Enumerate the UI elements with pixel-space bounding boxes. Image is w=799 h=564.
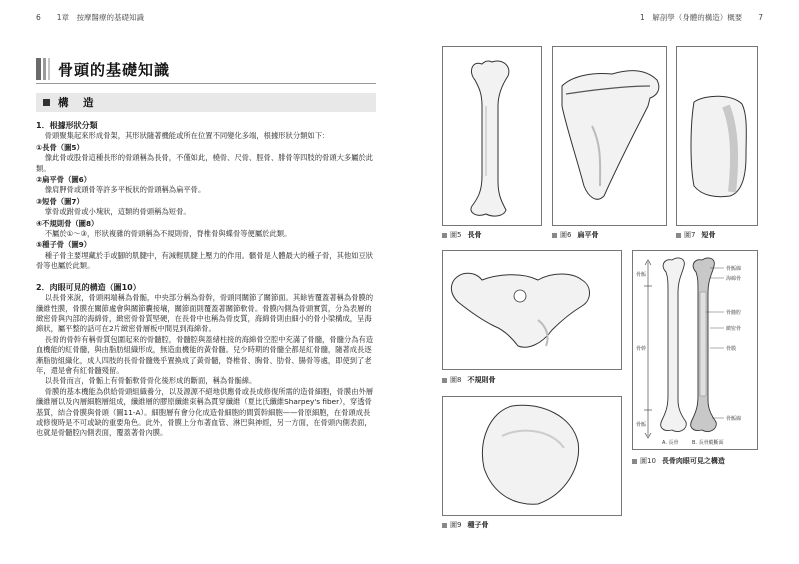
paragraph: 種子骨主要埋藏於手或腳的肌腱中，有減輕肌腱上壓力的作用。髕骨是人體最大的種子骨，其他如豆狀骨等也屬於此類。 [36, 250, 374, 271]
left-chapter-title: 1章 按摩醫療的基礎知識 [56, 13, 145, 22]
figure-caption-fig5: 圖5 長骨 [442, 230, 481, 240]
label-diaphysis: 骨幹 [636, 346, 647, 352]
item-heading-long-bone: ①長骨（圖5） [36, 142, 84, 152]
paragraph: 像此骨或股骨這種長形的骨頭稱為長骨，不僅如此，橈骨、尺骨、脛骨、腓骨等四肢的骨頭大多屬於此類。 [36, 153, 374, 173]
title-divider [36, 83, 376, 84]
label-epiphysis-bottom: 骨骺 [636, 422, 647, 428]
irregular-bone-figure [442, 250, 622, 370]
left-running-header [36, 12, 144, 23]
section-title: 骨頭的基礎知識 [58, 60, 171, 79]
flat-bone-figure [552, 46, 667, 226]
item-heading-sesamoid-bone: ⑤種子骨（圖9） [36, 240, 92, 250]
figure-caption-fig6: 圖6 扁平骨 [552, 230, 598, 240]
heading-visible-structure: 2．肉眼可見的構造（圖10） [36, 282, 141, 292]
paragraph: 骨膜的基本機能為供給骨頭組織養分，以及源源不絕地供應骨或長成修復所需的造骨細胞，骨膜由外層纖維層以及內層細胞層組成，纖維層的膠原纖維束稱為貫穿纖維（夏比氏纖維Sharpey's fiber），穿透骨基質，結合骨膜與骨頭（圖11-A）。細胞層有會分化成造骨細胞的間質幹細胞——骨原細胞，在骨頭成長或修復時是不可或缺的重要角色。此外，骨膜上分布著血管、淋巴與神經，另一方面，在骨頭內側表面，也就是骨髓腔內側表面，覆蓋著骨內膜。 [36, 386, 374, 438]
right-chapter-title: 1 解剖學（身體的構造）概要 [639, 13, 743, 22]
body-text [36, 118, 376, 439]
label-epiphyseal-line-top: 骨骺線 [726, 266, 742, 272]
heading-shape-classification: 1．根據形狀分類 [36, 121, 98, 130]
title-stripe [48, 58, 50, 80]
paragraph: 以長骨而言，骨骺上有骨骺軟骨骨化後形成的斷面，稱為骨骺線。 [44, 376, 257, 386]
right-running-header [640, 12, 763, 23]
short-bone-shape [691, 96, 746, 196]
label-epiphyseal-line-bottom: 骨骺線 [726, 416, 742, 422]
paragraph: 以長骨來說，骨頭兩端稱為骨骺，中央部分稱為骨幹，骨頭同關節了關節面。其餘皆覆蓋著稱為骨膜的纖維性膜，骨膜在關節處會與關節囊接壤，關節面則覆蓋著關節軟骨。骨膜內側為骨頭實質，分為表層的緻密骨與內部的海綿骨，緻密骨骨質堅硬，在長骨中也稱為骨皮質，海綿骨則由細小的骨小梁構成，呈海綿狀，屬平整的話可在2片緻密骨層板中間見到海綿骨。 [36, 293, 374, 334]
paragraph: 不屬於①～③，形狀複雜的骨頭稱為不規則骨，脊椎骨與蝶骨等便屬於此類。 [44, 229, 292, 239]
paragraph: 長骨的骨幹有稱骨質包圍起來的骨髓腔，骨髓腔與蓋緒柱接的海綿骨空腔中充滿了骨髓，骨髓分為有造血機能的紅骨髓，與由脂肪組織形成，無造血機能的黃骨髓。兒少時期的骨髓全都是紅骨髓，隨著成長逐漸脂肪組織化，成人四肢的長骨骨髓幾乎置換成了黃骨髓，脊椎骨、胸骨、肋骨、腸骨等處，即使到了老年，還是會有紅骨髓殘留。 [36, 334, 374, 375]
label-compact-bone: 緻密骨 [726, 326, 742, 332]
label-sub-a: A. 長骨 [662, 440, 679, 446]
section-title-bar [36, 56, 376, 82]
item-heading-short-bone: ③短骨（圖7） [36, 196, 84, 206]
left-page-number: 6 [36, 13, 41, 22]
item-heading-irregular-bone: ④不規則骨（圖8） [36, 218, 99, 228]
title-stripe [36, 58, 41, 80]
label-periosteum: 骨膜 [726, 346, 737, 352]
label-marrow-cavity: 骨髓腔 [726, 310, 742, 316]
paragraph: 掌骨或跗骨或小塊狀，這類的骨頭稱為短骨。 [44, 207, 191, 217]
item-heading-flat-bone: ②扁平骨（圖6） [36, 175, 92, 185]
marrow-cavity [700, 292, 706, 396]
label-spongy-bone: 海綿骨 [726, 276, 742, 282]
long-bone-figure [442, 46, 542, 226]
short-bone-figure [676, 46, 758, 226]
figure-caption-fig9: 圖9 種子骨 [442, 520, 488, 530]
label-sub-b: B. 長骨縱斷面 [692, 440, 724, 446]
subsection-bar [36, 93, 376, 112]
label-epiphysis-top: 骨骺 [636, 272, 647, 278]
paragraph: 像肩胛骨或頭骨等許多平板狀的骨頭稱為扁平骨。 [44, 185, 206, 195]
figure-caption-fig10: 圖10 長骨肉眼可見之構造 [632, 456, 725, 466]
subsection-title: 構 造 [58, 97, 96, 109]
long-bone-structure-figure [632, 250, 758, 450]
figure-caption-fig8: 圖8 不規則骨 [442, 375, 495, 385]
right-page-number: 7 [758, 13, 763, 22]
title-stripe [43, 58, 46, 80]
right-page [400, 0, 799, 564]
sesamoid-bone-figure [442, 396, 622, 516]
figure-caption-fig7: 圖7 短骨 [676, 230, 715, 240]
paragraph: 骨頭聚集起來形成骨架，其形狀隨著機能或所在位置不同變化多端，根據形狀分類如下： [44, 131, 330, 141]
square-bullet-icon [43, 99, 50, 106]
